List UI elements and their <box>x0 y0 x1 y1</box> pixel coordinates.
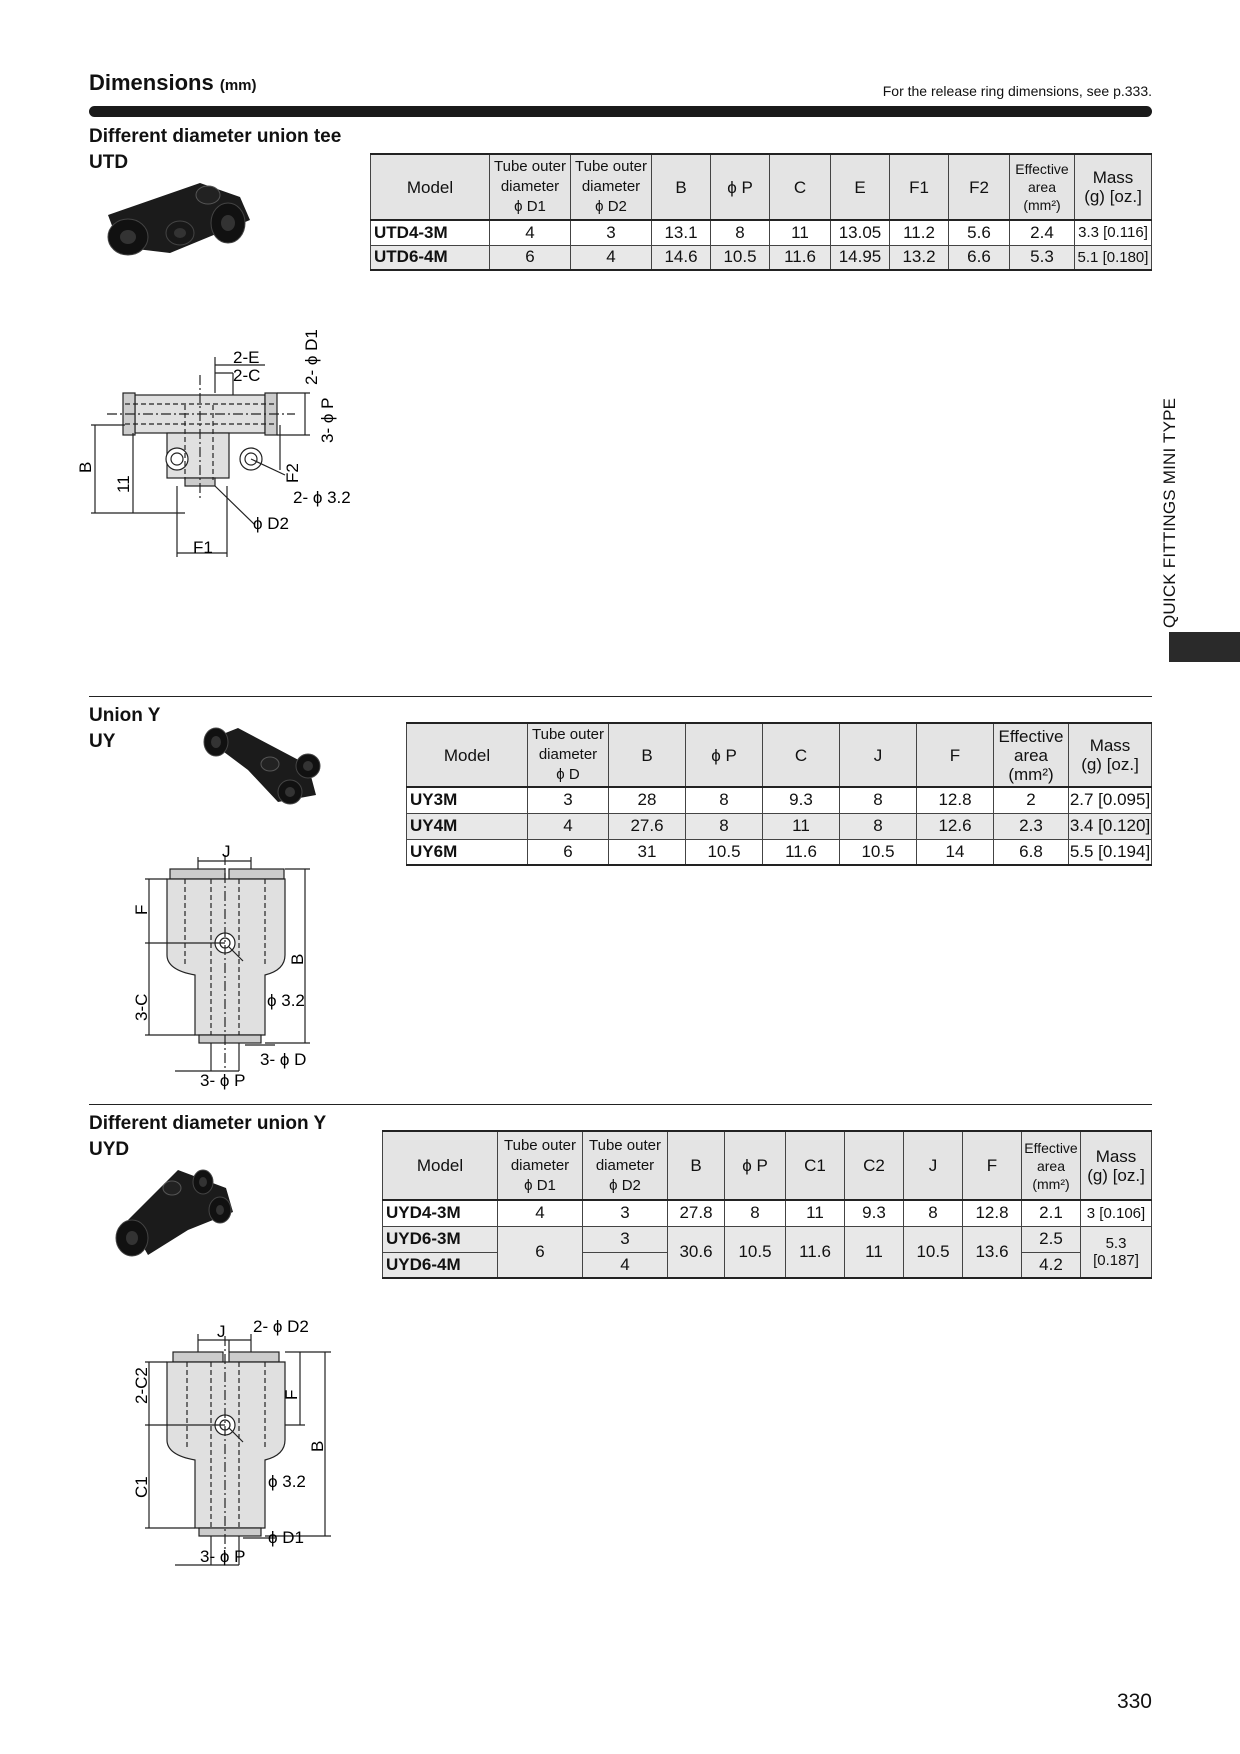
table-header-cell: ϕ P <box>686 723 763 787</box>
drawing-label: 3- ϕ D <box>260 1050 307 1069</box>
table-cell: 9.3 <box>763 787 840 813</box>
table-cell: 10.5 <box>840 839 917 865</box>
table-row <box>383 1226 1152 1252</box>
table-cell: 2.7 [0.095] <box>1069 787 1152 813</box>
table-cell: 13.1 <box>652 220 711 245</box>
utd-dimension-drawing <box>76 325 385 565</box>
drawing-label: 2- ϕ 3.2 <box>293 488 351 507</box>
section-divider <box>89 1104 1152 1105</box>
table-cell: 10.5 <box>711 245 770 270</box>
section-title-uy: Union Y UY <box>89 703 160 755</box>
table-cell: 4 <box>583 1252 668 1278</box>
table-cell: 3 <box>571 220 652 245</box>
table-header-cell: Mass (g) [oz.] <box>1069 723 1152 787</box>
table-cell: 5.3 [0.187] <box>1081 1226 1152 1278</box>
side-label: QUICK FITTINGS MINI TYPE <box>1160 397 1179 628</box>
table-header-cell: C2 <box>845 1131 904 1200</box>
uy-product-photo <box>198 720 328 810</box>
drawing-label: 2- ϕ D2 <box>253 1317 309 1336</box>
series-utd: UTD <box>89 152 129 173</box>
table-row <box>407 813 1152 839</box>
table-cell: 11 <box>763 813 840 839</box>
table-cell: 27.8 <box>668 1200 725 1226</box>
table-row <box>383 1200 1152 1226</box>
table-cell: 8 <box>840 787 917 813</box>
col-f2: F2 <box>949 154 1010 220</box>
page-title: Dimensions (mm) <box>89 70 257 95</box>
drawing-label: ϕ 3.2 <box>268 1472 306 1491</box>
table-cell: 9.3 <box>845 1200 904 1226</box>
drawing-label: 3- ϕ P <box>200 1071 246 1090</box>
table-cell: 12.8 <box>917 787 994 813</box>
table-cell: 4.2 <box>1022 1252 1081 1278</box>
utd-spec-table <box>370 153 1152 271</box>
table-header-cell: Effective area (mm²) <box>994 723 1069 787</box>
drawing-label: B <box>308 1440 327 1452</box>
table-cell: 4 <box>498 1200 583 1226</box>
drawing-label: 3- ϕ P <box>318 397 337 443</box>
table-cell: 6 <box>528 839 609 865</box>
table-row <box>407 787 1152 813</box>
utd-product-photo <box>100 175 260 275</box>
table-cell: 2 <box>994 787 1069 813</box>
uyd-spec-table <box>382 1130 1152 1279</box>
col-mass: Mass (g) [oz.] <box>1075 154 1152 220</box>
table-cell: 31 <box>609 839 686 865</box>
table-header-cell: F <box>917 723 994 787</box>
table-cell: 12.6 <box>917 813 994 839</box>
drawing-label: 11 <box>114 475 133 493</box>
table-cell: 10.5 <box>686 839 763 865</box>
table-cell: 6 <box>498 1226 583 1278</box>
uy-spec-table <box>406 722 1152 866</box>
table-header-cell: J <box>840 723 917 787</box>
table-cell: 2.3 <box>994 813 1069 839</box>
drawing-label: F2 <box>283 463 302 483</box>
table-cell: 13.05 <box>831 220 890 245</box>
table-cell: 10.5 <box>725 1226 786 1278</box>
table-header-cell: Tube outer diameter ϕ D1 <box>498 1131 583 1200</box>
table-header-cell: Effective area (mm²) <box>1022 1131 1081 1200</box>
col-c: C <box>770 154 831 220</box>
drawing-label: F <box>132 904 151 915</box>
col-d2: Tube outer diameter ϕ D2 <box>571 154 652 220</box>
table-cell: 4 <box>490 220 571 245</box>
table-cell: UYD4-3M <box>383 1200 498 1226</box>
col-model: Model <box>371 154 490 220</box>
table-cell: 10.5 <box>904 1226 963 1278</box>
table-cell: UTD6-4M <box>371 245 490 270</box>
side-tab <box>1169 632 1240 662</box>
table-cell: 11 <box>770 220 831 245</box>
table-header-cell: J <box>904 1131 963 1200</box>
table-cell: 3 <box>583 1200 668 1226</box>
table-cell: 12.8 <box>963 1200 1022 1226</box>
table-cell: 11 <box>786 1200 845 1226</box>
table-cell: 4 <box>528 813 609 839</box>
drawing-label: 2-C2 <box>132 1367 151 1404</box>
table-cell: 11.6 <box>770 245 831 270</box>
table-cell: 8 <box>904 1200 963 1226</box>
table-cell: 3.4 [0.120] <box>1069 813 1152 839</box>
table-cell: 3 <box>583 1226 668 1252</box>
header-bar <box>89 106 1152 117</box>
drawing-label: F <box>282 1389 301 1400</box>
table-cell: 8 <box>686 787 763 813</box>
table-row <box>371 245 1152 270</box>
table-header-cell: Tube outer diameter ϕ D2 <box>583 1131 668 1200</box>
table-cell: 5.3 <box>1010 245 1075 270</box>
series-uy: UY <box>89 731 116 752</box>
table-cell: 8 <box>711 220 770 245</box>
table-cell: 3.3 [0.116] <box>1075 220 1152 245</box>
drawing-label: 2-C <box>233 366 261 385</box>
table-cell: 2.4 <box>1010 220 1075 245</box>
table-cell: 2.5 <box>1022 1226 1081 1252</box>
table-cell: UYD6-4M <box>383 1252 498 1278</box>
table-cell: 27.6 <box>609 813 686 839</box>
uy-dimension-drawing <box>125 835 325 1095</box>
table-header-cell: F <box>963 1131 1022 1200</box>
drawing-label: 3- ϕ P <box>200 1547 246 1566</box>
table-cell: 6 <box>490 245 571 270</box>
table-cell: 11 <box>845 1226 904 1278</box>
table-header-cell: C <box>763 723 840 787</box>
drawing-label: B <box>288 953 307 965</box>
table-cell: UY6M <box>407 839 528 865</box>
release-note: For the release ring dimensions, see p.333. <box>882 83 1152 99</box>
table-header-cell: C1 <box>786 1131 845 1200</box>
table-header-cell: B <box>668 1131 725 1200</box>
table-cell: 30.6 <box>668 1226 725 1278</box>
table-cell: 11.2 <box>890 220 949 245</box>
col-f1: F1 <box>890 154 949 220</box>
page-number: 330 <box>1116 1690 1152 1713</box>
table-header-cell: ϕ P <box>725 1131 786 1200</box>
table-cell: 2.1 <box>1022 1200 1081 1226</box>
drawing-label: J <box>217 1322 226 1341</box>
table-cell: 14.6 <box>652 245 711 270</box>
table-header-cell: Mass (g) [oz.] <box>1081 1131 1152 1200</box>
col-d1: Tube outer diameter ϕ D1 <box>490 154 571 220</box>
table-cell: 14.95 <box>831 245 890 270</box>
table-cell: UYD6-3M <box>383 1226 498 1252</box>
table-header-cell: Tube outer diameter ϕ D <box>528 723 609 787</box>
table-cell: UY4M <box>407 813 528 839</box>
table-cell: 8 <box>686 813 763 839</box>
table-cell: UTD4-3M <box>371 220 490 245</box>
drawing-label: F1 <box>193 538 213 557</box>
table-cell: 8 <box>725 1200 786 1226</box>
drawing-label: J <box>222 842 231 861</box>
drawing-label: ϕ 3.2 <box>267 991 305 1010</box>
table-cell: 8 <box>840 813 917 839</box>
table-cell: 13.6 <box>963 1226 1022 1278</box>
section-divider <box>89 696 1152 697</box>
table-row <box>371 220 1152 245</box>
table-header-cell: Model <box>407 723 528 787</box>
section-title-utd: Different diameter union tee UTD <box>89 124 341 176</box>
table-cell: 6.6 <box>949 245 1010 270</box>
table-cell: 4 <box>571 245 652 270</box>
table-cell: 3 [0.106] <box>1081 1200 1152 1226</box>
col-b: B <box>652 154 711 220</box>
table-cell: 6.8 <box>994 839 1069 865</box>
uyd-dimension-drawing <box>125 1300 345 1580</box>
col-area: Effective area (mm²) <box>1010 154 1075 220</box>
table-row <box>407 839 1152 865</box>
drawing-label: 2-E <box>233 348 260 367</box>
table-cell: UY3M <box>407 787 528 813</box>
uyd-product-photo <box>108 1160 238 1260</box>
drawing-label: 3-C <box>132 993 151 1021</box>
unit-label: (mm) <box>219 77 257 94</box>
drawing-label: B <box>76 461 95 473</box>
table-cell: 3 <box>528 787 609 813</box>
drawing-label: ϕ D1 <box>268 1528 304 1547</box>
table-cell: 11.6 <box>763 839 840 865</box>
table-cell: 5.5 [0.194] <box>1069 839 1152 865</box>
table-header-cell: Model <box>383 1131 498 1200</box>
section-title-uyd: Different diameter union Y UYD <box>89 1111 326 1163</box>
table-cell: 11.6 <box>786 1226 845 1278</box>
drawing-label: C1 <box>132 1476 151 1498</box>
table-cell: 28 <box>609 787 686 813</box>
drawing-label: ϕ D2 <box>253 514 289 533</box>
col-p: ϕ P <box>711 154 770 220</box>
table-cell: 13.2 <box>890 245 949 270</box>
col-e: E <box>831 154 890 220</box>
table-cell: 5.1 [0.180] <box>1075 245 1152 270</box>
series-uyd: UYD <box>89 1139 130 1160</box>
table-cell: 14 <box>917 839 994 865</box>
table-header-cell: B <box>609 723 686 787</box>
table-cell: 5.6 <box>949 220 1010 245</box>
drawing-label: 2- ϕ D1 <box>302 329 321 385</box>
